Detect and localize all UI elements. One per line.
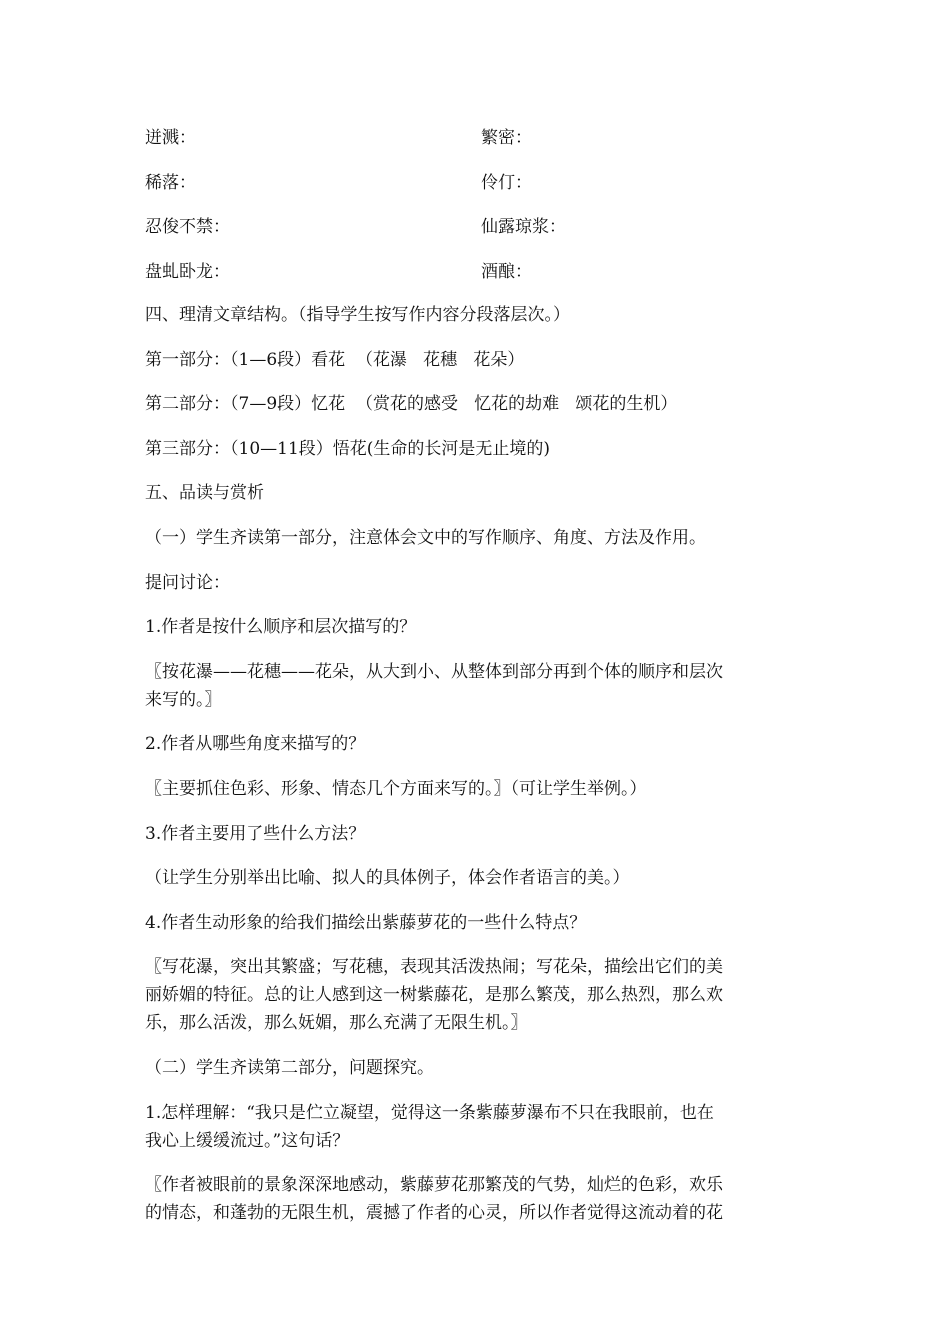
vocab-term: 迸溅： [145, 128, 196, 148]
answer-line: 的情态，和蓬勃的无限生机，震撼了作者的心灵，所以作者觉得这流动着的花 [145, 1203, 723, 1224]
vocab-row [145, 213, 645, 258]
answer: （让学生分别举出比喻、拟人的具体例子，体会作者语言的美。） [145, 868, 630, 889]
vocab-term: 盘虬卧龙： [145, 261, 230, 282]
vocab-term: 稀落： [145, 172, 196, 193]
vocab-row [145, 258, 645, 303]
answer [145, 953, 810, 1037]
subsection-heading: （二）学生齐读第二部分，问题探究。 [145, 1057, 434, 1078]
vocab-term: 伶仃： [481, 172, 532, 193]
answer-line: 〖作者被眼前的景象深深地感动，紫藤萝花那繁茂的气势，灿烂的色彩，欢乐 [145, 1175, 723, 1196]
vocab-row [145, 124, 645, 169]
answer-line: 丽娇媚的特征。总的让人感到这一树紫藤花，是那么繁茂，那么热烈，那么欢 [145, 985, 723, 1006]
answer: 〖主要抓住色彩、形象、情态几个方面来写的。〗（可让学生举例。） [145, 778, 647, 799]
subsection-heading: （一）学生齐读第一部分，注意体会文中的写作顺序、角度、方法及作用。 [145, 527, 706, 548]
vocab-term: 酒酿： [481, 261, 532, 282]
vocab-term: 仙露琼浆： [481, 217, 566, 238]
structure-part: 第一部分：（1—6段）看花 （花瀑 花穗 花朵） [145, 349, 525, 370]
vocab-term: 繁密： [481, 128, 532, 148]
answer-line: 〖写花瀑，突出其繁盛；写花穗，表现其活泼热闹；写花朵，描绘出它们的美 [145, 957, 723, 978]
structure-part: 第三部分：（10—11段）悟花(生命的长河是无止境的) [145, 438, 551, 459]
question: 4.作者生动形象的给我们描绘出紫藤萝花的一些什么特点？ [145, 912, 587, 933]
vocab-row [145, 169, 645, 214]
vocab-term: 忍俊不禁： [145, 217, 230, 238]
answer [145, 658, 810, 714]
section-heading: 五、品读与赏析 [145, 483, 264, 504]
answer-line: 来写的。〗 [145, 689, 222, 710]
question [145, 1099, 810, 1155]
discussion-label: 提问讨论： [145, 572, 230, 593]
question: 1.作者是按什么顺序和层次描写的？ [145, 617, 417, 638]
question-line: 1.怎样理解：“我只是伫立凝望，觉得这一条紫藤萝瀑布不只在我眼前，也在 [145, 1102, 714, 1123]
section-heading: 四、理清文章结构。（指导学生按写作内容分段落层次。） [145, 305, 570, 325]
answer [145, 1171, 810, 1227]
question: 2.作者从哪些角度来描写的？ [145, 734, 366, 755]
vocabulary-list [145, 124, 645, 302]
document-body [145, 301, 810, 1227]
question-line: 我心上缓缓流过。”这句话？ [145, 1130, 350, 1151]
answer-line: 〖按花瀑——花穗——花朵，从大到小、从整体到部分再到个体的顺序和层次 [145, 661, 723, 682]
question: 3.作者主要用了些什么方法？ [145, 823, 366, 844]
answer-line: 乐，那么活泼，那么妩媚，那么充满了无限生机。〗 [145, 1013, 528, 1034]
structure-part: 第二部分：（7—9段）忆花 （赏花的感受 忆花的劫难 颂花的生机） [145, 394, 678, 415]
